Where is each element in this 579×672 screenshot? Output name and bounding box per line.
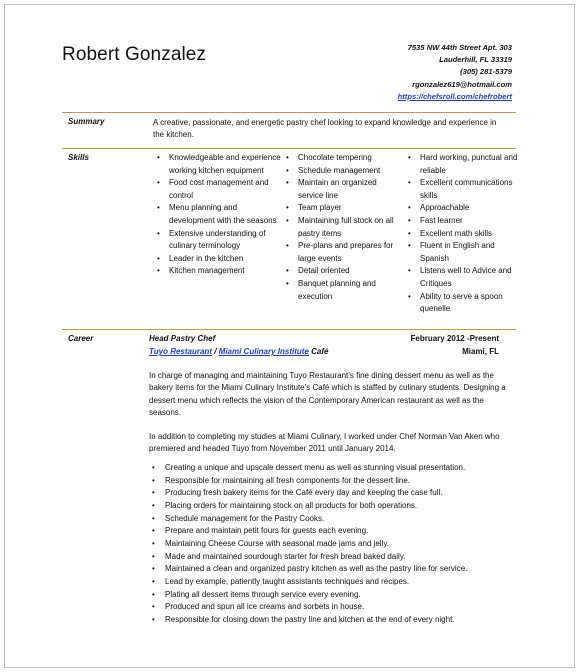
skill-item: • Banquet planning and execution: [284, 278, 394, 303]
job-location: Miami, FL: [462, 347, 499, 356]
skill-item: • Ability to serve a spoon quenelle: [406, 291, 520, 316]
summary-text: A creative, passionate, and energetic pastry chef looking to expand knowledge and experience in the kitchen.: [153, 118, 497, 140]
address-line-2: Lauderhill, FL 33319: [439, 55, 512, 65]
employer-suffix: Café: [308, 347, 329, 356]
duty-item: • Responsible for maintaining all fresh components for the dessert line.: [152, 475, 467, 488]
employer-link-tuyo[interactable]: Tuyo Restaurant: [149, 347, 212, 356]
skills-label: Skills: [68, 153, 89, 162]
duties-list: [152, 462, 467, 627]
job-dates: February 2012 -Present: [410, 334, 499, 343]
duty-item: • Maintained a clean and organized pastry kitchen as well as the pastry line for service.: [152, 563, 467, 576]
skill-item: • Extensive understanding of culinary terminology: [155, 228, 283, 253]
skill-item: • Fast learner: [406, 215, 520, 228]
duty-item: • Placing orders for maintaining stock on all products for both operations.: [152, 500, 467, 513]
candidate-name: Robert Gonzalez: [62, 44, 207, 65]
skill-item: • Maintain an organized service line: [284, 177, 394, 202]
skill-item: • Pre-plans and prepares for large events: [284, 240, 394, 265]
skill-item: • Kitchen management: [155, 265, 283, 278]
address-line-1: 7535 NW 44th Street Apt. 303: [407, 43, 512, 52]
job-description: In charge of managing and maintaining Tuyo Restaurant’s fine dining dessert menu as well as the bakery items for the Miami Culinary Institute’s Café which is staffed by culinary students. Designing a dessert menu which reflects the vision of the Contemporary American restaurant as well as the seasons.: [149, 371, 506, 418]
employer-line: [149, 347, 328, 356]
email-address: rgonzalez619@hotmail.com: [412, 79, 512, 89]
skill-item: • Hard working, punctual and reliable: [406, 152, 520, 177]
skill-item: • Fluent in English and Spanish: [406, 240, 520, 265]
website-link[interactable]: https://chefsroll.com/chefrobert: [397, 91, 512, 101]
duty-item: • Produced and spun all ice creams and sorbets in house.: [152, 601, 467, 614]
duty-item: • Producing fresh bakery items for the Café every day and keeping the case full.: [152, 487, 467, 500]
skills-column-2: [284, 152, 394, 303]
phone-number: (305) 281-5379: [460, 67, 512, 77]
skill-item: • Detail oriented: [284, 265, 394, 278]
skill-item: • Excellent math skills: [406, 228, 520, 241]
duty-item: • Creating a unique and upscale dessert menu as well as stunning visual presentation.: [152, 462, 467, 475]
duty-item: • Schedule management for the Pastry Cooks.: [152, 513, 467, 526]
employer-separator: /: [211, 347, 219, 356]
duty-item: • Lead by example, patiently taught assistants techniques and recipes.: [152, 576, 467, 589]
skill-item: • Approachable: [406, 202, 520, 215]
duty-item: • Maintaining Cheese Course with seasonal made jams and jelly.: [152, 538, 467, 551]
section-divider: [62, 112, 516, 113]
career-label: Career: [68, 334, 94, 343]
skill-item: • Knowledgeable and experience working kitchen equipment: [155, 152, 283, 177]
skills-column-1: [155, 152, 283, 278]
summary-label: Summary: [68, 117, 105, 126]
skill-item: • Maintaining full stock on all pastry items: [284, 215, 394, 240]
section-divider: [62, 148, 516, 149]
section-divider: [62, 329, 516, 330]
duty-item: • Responsible for closing down the pastry line and kitchen at the end of every night.: [152, 614, 467, 627]
job-background: In addition to completing my studies at Miami Culinary, I worked under Chef Norman Van Aken who premiered and headed Tuyo from November 2011 until January 2014.: [149, 432, 500, 454]
skill-item: • Leader in the kitchen: [155, 253, 283, 266]
skill-item: • Chocolate tempering: [284, 152, 394, 165]
skill-item: • Listens well to Advice and Critiques: [406, 265, 520, 290]
skills-column-3: [406, 152, 520, 316]
skill-item: • Schedule management: [284, 165, 394, 178]
skill-item: • Team player: [284, 202, 394, 215]
skill-item: • Menu planning and development with the seasons: [155, 202, 283, 227]
employer-link-mci[interactable]: Miami Culinary Institute: [218, 347, 309, 356]
contact-block: [398, 42, 512, 103]
skill-item: • Food cost management and control: [155, 177, 283, 202]
skill-item: • Excellent communications skills: [406, 177, 520, 202]
duty-item: • Prepare and maintain petit fours for guests each evening.: [152, 525, 467, 538]
duty-item: • Plating all dessert items through service every evening.: [152, 589, 467, 602]
job-title: Head Pastry Chef: [149, 334, 216, 343]
duty-item: • Made and maintained sourdough starter for fresh bread baked daily.: [152, 551, 467, 564]
